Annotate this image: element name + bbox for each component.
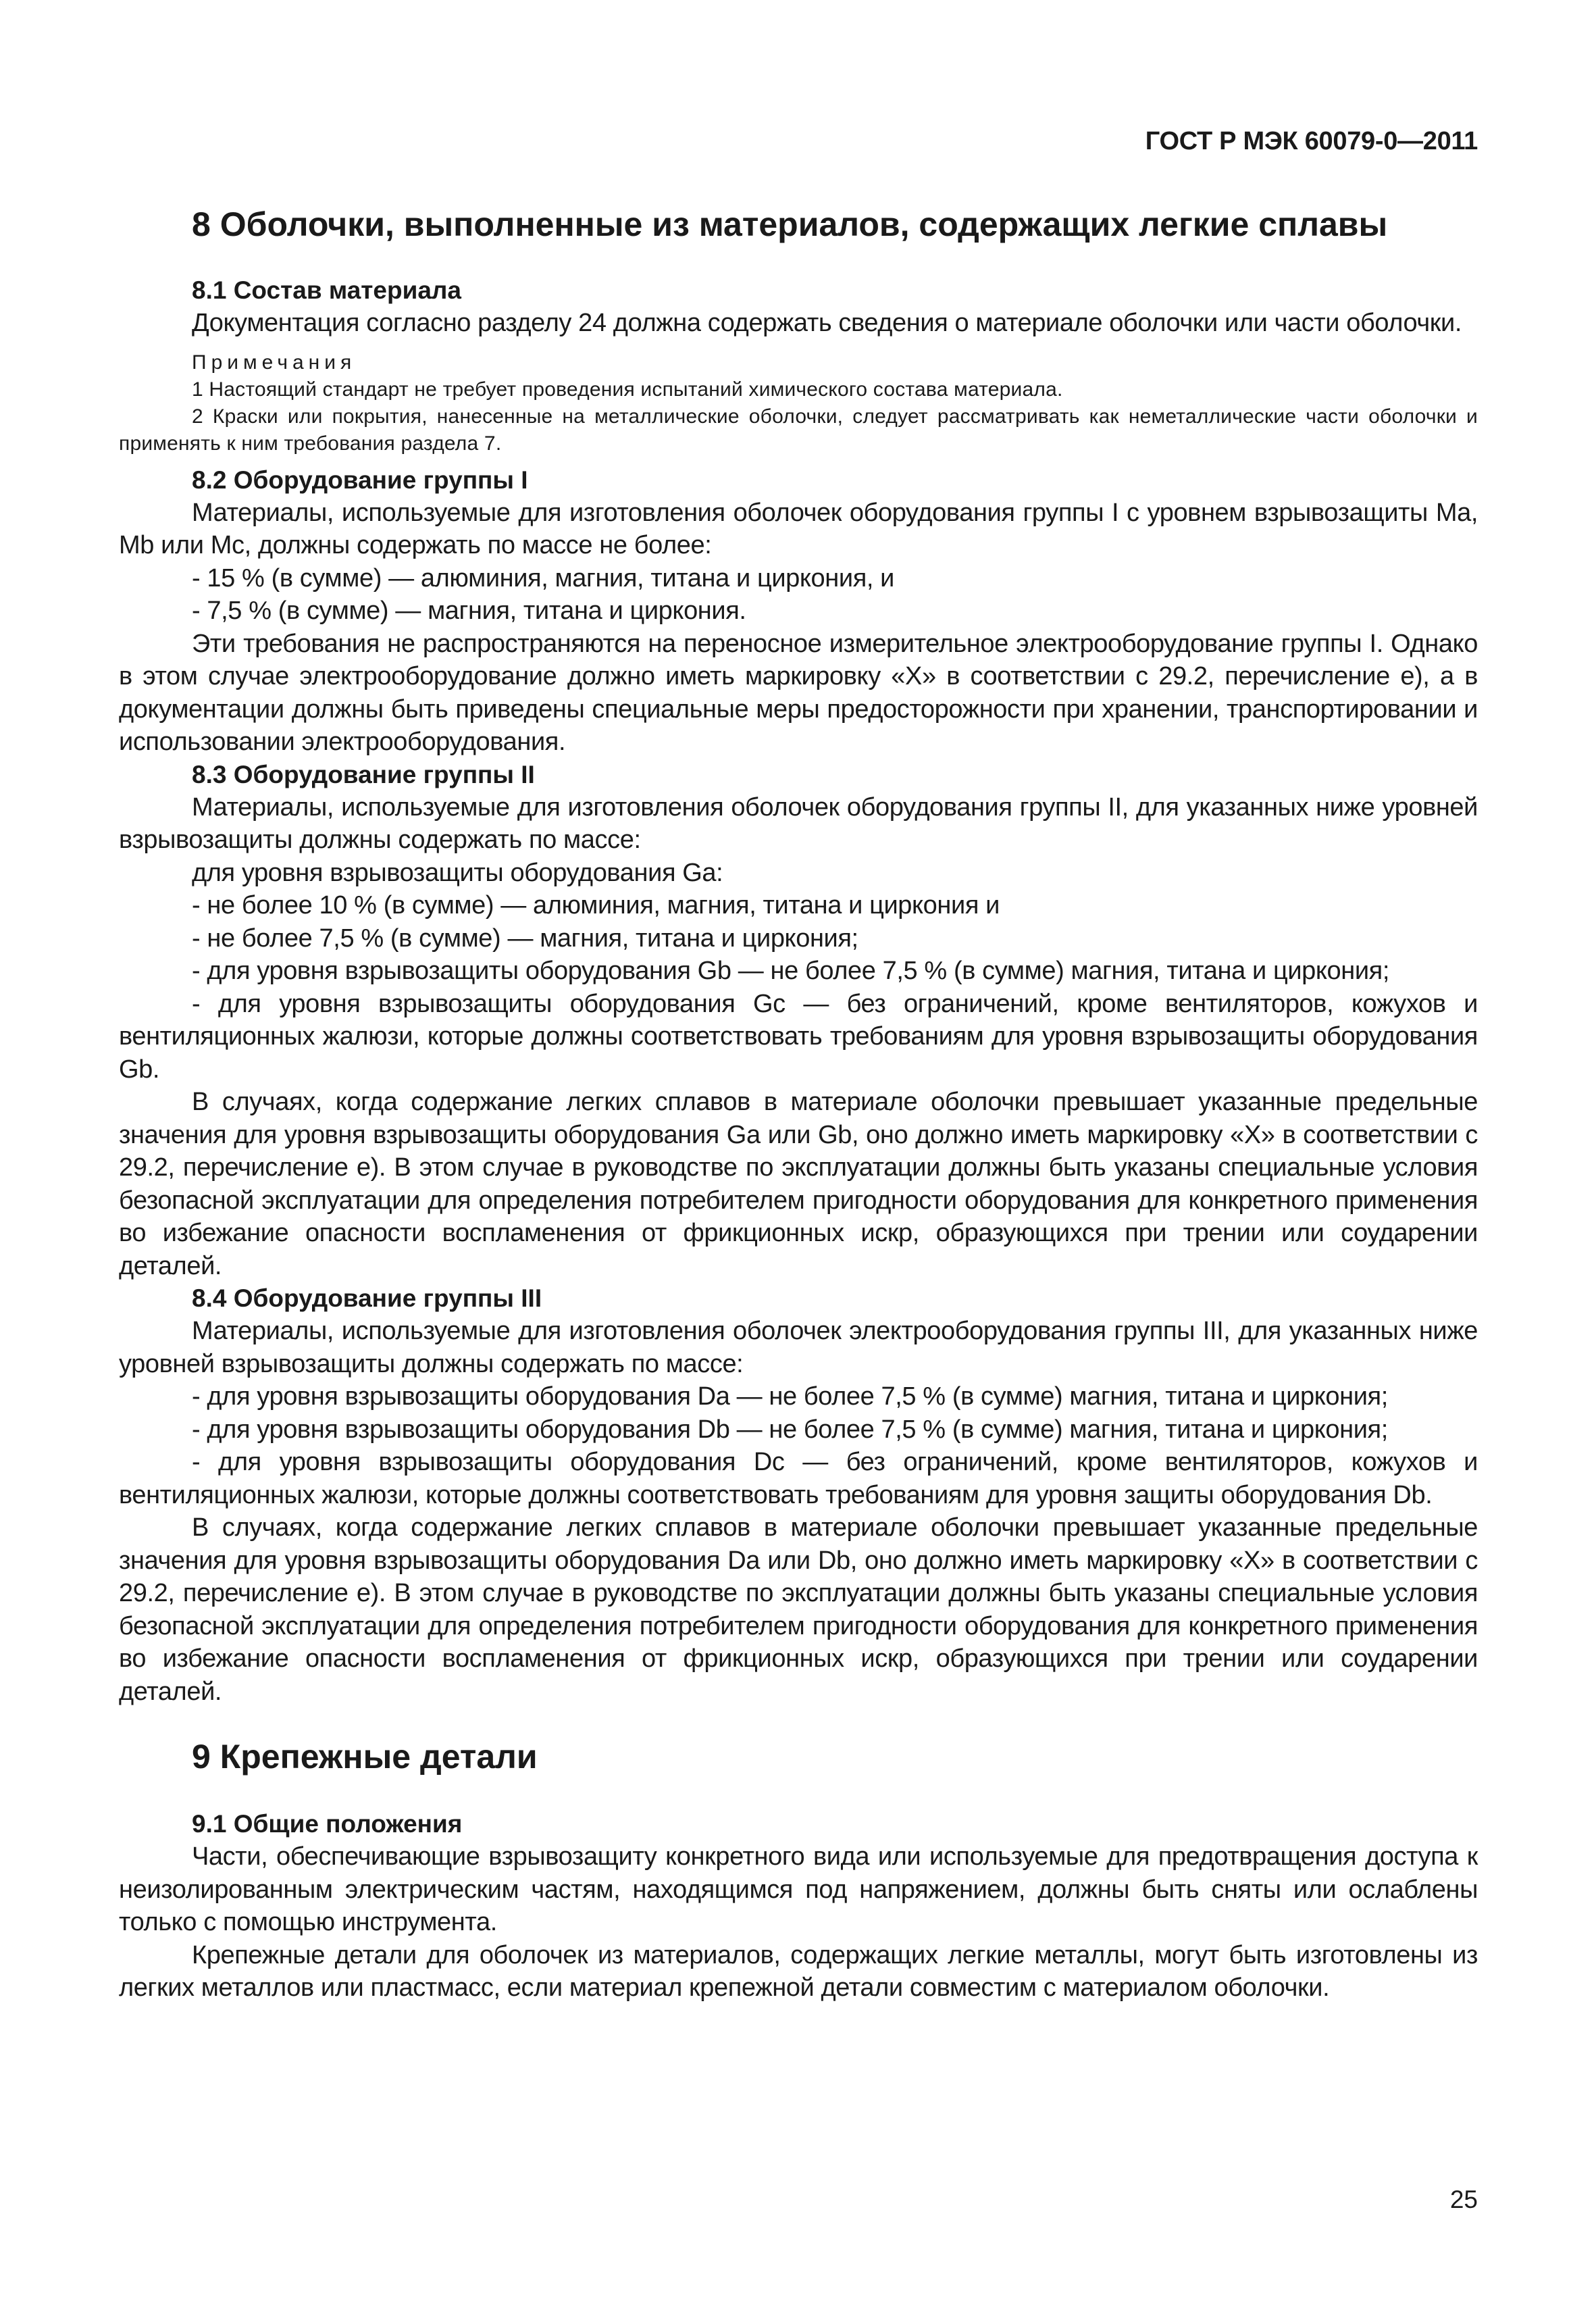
notes-heading: Примечания (192, 351, 357, 374)
list-item: - 7,5 % (в сумме) — магния, титана и циркония. (192, 597, 746, 625)
list-item: - для уровня взрывозащиты оборудования Da — не более 7,5 % (в сумме) магния, титана и циркония; (192, 1382, 1388, 1411)
list-item: - 15 % (в сумме) — алюминия, магния, титана и циркония, и (192, 563, 895, 593)
document-body (119, 203, 1478, 2005)
paragraph: Части, обеспечивающие взрывозащиту конкретного вида или используемые для предотвращения доступа к неизолированным электрическим частям, находящимся под напряжением, должны быть сняты или ослаблены только с помощью инструмента. (119, 1842, 1478, 1936)
subsection-8-2-title: 8.2 Оборудование группы I (192, 466, 528, 494)
list-item: - не более 7,5 % (в сумме) — магния, титана и циркония; (192, 924, 858, 953)
paragraph: В случаях, когда содержание легких сплавов в материале оболочки превышает указанные предельные значения для уровня взрывозащиты оборудования Ga или Gb, оно должно иметь маркировку «X» в соответствии с 29.2, перечисление е). В этом случае в руководстве по эксплуатации должны быть указаны специальные условия безопасной эксплуатации для определения потребителем пригодности оборудования для конкретного применения во избежание опасности воспламенения от фрикционных искр, образующихся при трении или соударении деталей. (119, 1088, 1478, 1280)
subsection-8-1-title: 8.1 Состав материала (192, 276, 462, 304)
paragraph: Материалы, используемые для изготовления оболочек оборудования группы II, для указанных ниже уровней взрывозащиты должны содержать по массе: (119, 793, 1478, 854)
list-item: - для уровня взрывозащиты оборудования Db — не более 7,5 % (в сумме) магния, титана и циркония; (192, 1415, 1388, 1444)
paragraph: Материалы, используемые для изготовления оболочек электрооборудования группы III, для указанных ниже уровней взрывозащиты должны содержать по массе: (119, 1317, 1478, 1378)
list-item: - не более 10 % (в сумме) — алюминия, магния, титана и циркония и (192, 891, 1000, 920)
paragraph: для уровня взрывозащиты оборудования Ga: (192, 858, 723, 887)
note-2: 2 Краски или покрытия, нанесенные на металлические оболочки, следует рассматривать как неметаллические части оболочки и применять к ним требования раздела 7. (119, 405, 1478, 455)
subsection-8-3-title: 8.3 Оборудование группы II (192, 760, 535, 788)
paragraph: Документация согласно разделу 24 должна содержать сведения о материале оболочки или части оболочки. (192, 309, 1462, 337)
page-number: 25 (1449, 2186, 1478, 2213)
standard-designation: ГОСТ Р МЭК 60079-0—2011 (1145, 127, 1478, 155)
section-8-title: 8 Оболочки, выполненные из материалов, содержащих легкие сплавы (192, 205, 1388, 243)
paragraph: В случаях, когда содержание легких сплавов в материале оболочки превышает указанные предельные значения для уровня взрывозащиты оборудования Da или Db, оно должно иметь маркировку «X» в соответствии с 29.2, перечисление е). В этом случае в руководстве по эксплуатации должны быть указаны специальные условия безопасной эксплуатации для определения потребителем пригодности оборудования для конкретного применения во избежание опасности воспламенения от фрикционных искр, образующихся при трении или соударении деталей. (119, 1513, 1478, 1706)
section-9-title: 9 Крепежные детали (192, 1738, 538, 1776)
subsection-8-4-title: 8.4 Оборудование группы III (192, 1284, 542, 1312)
list-item: - для уровня взрывозащиты оборудования Gb — не более 7,5 % (в сумме) магния, титана и циркония; (192, 957, 1390, 985)
subsection-9-1-title: 9.1 Общие положения (192, 1810, 463, 1838)
paragraph: Крепежные детали для оболочек из материалов, содержащих легкие металлы, могут быть изготовлены из легких металлов или пластмасс, если материал крепежной детали совместим с материалом оболочки. (119, 1940, 1478, 2002)
note-1: 1 Настоящий стандарт не требует проведения испытаний химического состава материала. (192, 378, 1063, 401)
paragraph: Эти требования не распространяются на переносное измерительное электрооборудование группы I. Однако в этом случае электрооборудование должно иметь маркировку «X» в соответствии с 29.2, перечисление е), а в документации должны быть приведены специальные меры предосторожности при хранении, транспортировании и использовании электрооборудования. (119, 629, 1478, 756)
list-item: - для уровня взрывозащиты оборудования Dc — без ограничений, кроме вентиляторов, кожухов и вентиляционных жалюзи, которые должны соответствовать требованиям для уровня защиты оборудования Db. (119, 1448, 1478, 1509)
list-item: - для уровня взрывозащиты оборудования Gc — без ограничений, кроме вентиляторов, кожухов и вентиляционных жалюзи, которые должны соответствовать требованиям для уровня взрывозащиты оборудования Gb. (119, 989, 1478, 1084)
paragraph: Материалы, используемые для изготовления оболочек оборудования группы I с уровнем взрывозащиты Ma, Mb или Mc, должны содержать по массе не более: (119, 498, 1478, 559)
